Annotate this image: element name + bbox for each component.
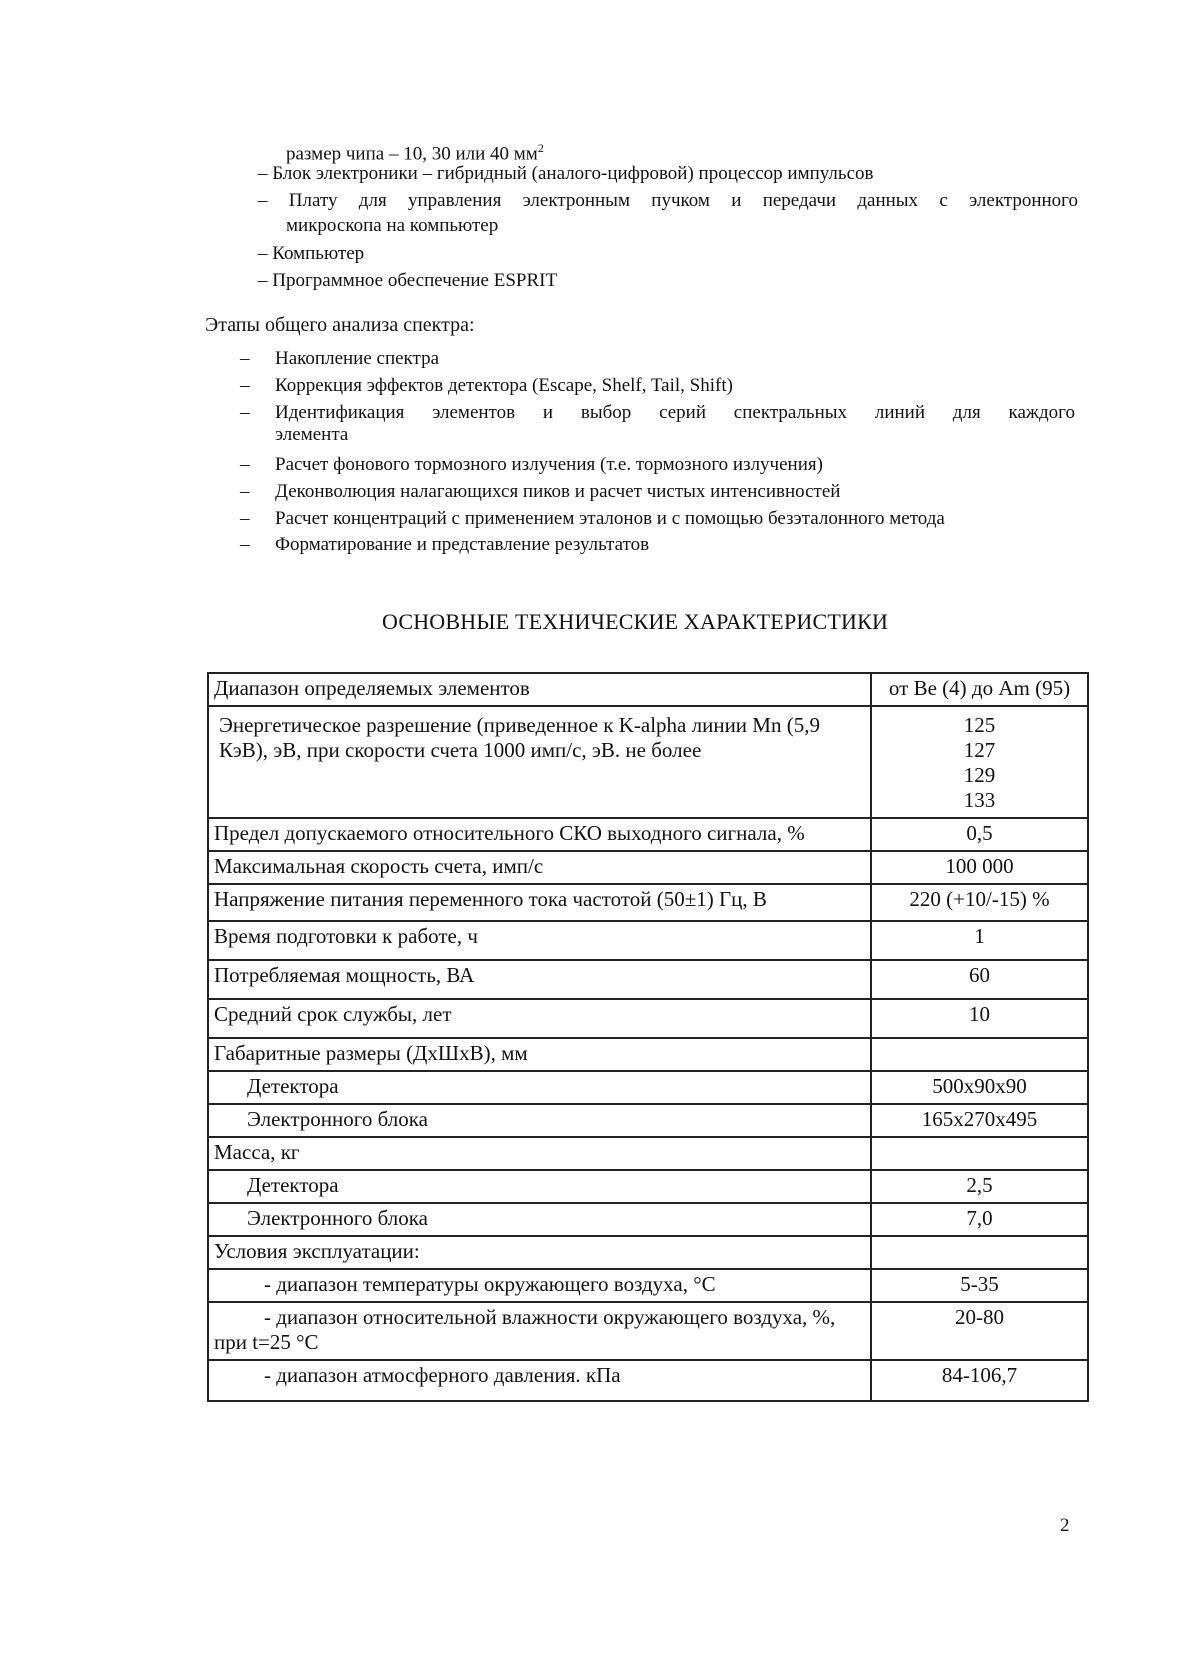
value-cell: 5-35 (871, 1269, 1088, 1302)
table-row (208, 1170, 1088, 1203)
chip-size-sup: 2 (537, 141, 544, 155)
param-cell: Электронного блока (208, 1104, 871, 1137)
param-cell: Время подготовки к работе, ч (208, 921, 871, 960)
value-cell (871, 1236, 1088, 1269)
param-cell: Детектора (208, 1071, 871, 1104)
value-cell: 500x90x90 (871, 1071, 1088, 1104)
table-row (208, 1236, 1088, 1269)
value-cell: 220 (+10/-15) % (871, 884, 1088, 921)
table-row (208, 1203, 1088, 1236)
list-item-continuation: микроскопа на компьютер (286, 215, 499, 236)
value-cell (871, 706, 1088, 818)
stages-heading: Этапы общего анализа спектра: (205, 314, 475, 336)
list-item: – Блок электроники – гибридный (аналого-цифровой) процессор импульсов (258, 163, 874, 184)
dash: – (240, 348, 250, 369)
param-cell: Габаритные размеры (ДхШхВ), мм (208, 1038, 871, 1071)
value-cell (871, 1137, 1088, 1170)
dash: – (240, 402, 250, 423)
param-cell: Масса, кг (208, 1137, 871, 1170)
table-row (208, 960, 1088, 999)
list-item: – Плату для управления электронным пучком и передачи данных с электронного (258, 190, 1078, 211)
param-cell: Электронного блока (208, 1203, 871, 1236)
dash: – (240, 481, 250, 502)
list-item: – Компьютер (258, 243, 365, 264)
param-cell: Потребляемая мощность, ВА (208, 960, 871, 999)
value-cell: 1 (871, 921, 1088, 960)
value-line: 127 (963, 738, 996, 762)
table-row (208, 1104, 1088, 1137)
page-number: 2 (1060, 1515, 1070, 1536)
table-row (208, 1302, 1088, 1360)
param-cell: - диапазон относительной влажности окружающего воздуха, %, при t=25 °С (208, 1302, 871, 1360)
list-item: – Программное обеспечение ESPRIT (258, 270, 558, 291)
value-cell: 100 000 (871, 851, 1088, 884)
table-row (208, 1137, 1088, 1170)
section-title: ОСНОВНЫЕ ТЕХНИЧЕСКИЕ ХАРАКТЕРИСТИКИ (381, 609, 889, 634)
param-cell: Максимальная скорость счета, имп/с (208, 851, 871, 884)
value-line: 125 (963, 713, 996, 737)
value-cell: 20-80 (871, 1302, 1088, 1360)
table-row (208, 818, 1088, 851)
table-row (208, 999, 1088, 1038)
dash: – (240, 454, 250, 475)
spec-table (207, 672, 1089, 1402)
value-cell: 84-106,7 (871, 1360, 1088, 1401)
param-cell: Диапазон определяемых элементов (208, 673, 871, 706)
value-cell: 7,0 (871, 1203, 1088, 1236)
param-cell: Напряжение питания переменного тока частотой (50±1) Гц, В (208, 884, 871, 921)
table-row (208, 851, 1088, 884)
chip-size-text: размер чипа – 10, 30 или 40 мм (286, 143, 538, 165)
param-cell: Энергетическое разрешение (приведенное к K-alpha линии Mn (5,9 КэВ), эВ, при скорости счета 1000 имп/с, эВ. не более (208, 706, 871, 818)
table-row (208, 1269, 1088, 1302)
value-line: 133 (963, 788, 996, 812)
value-cell: 2,5 (871, 1170, 1088, 1203)
value-cell: 0,5 (871, 818, 1088, 851)
table-row (208, 1071, 1088, 1104)
table-row (208, 1360, 1088, 1401)
dash: – (240, 375, 250, 396)
value-cell: 10 (871, 999, 1088, 1038)
param-cell: Предел допускаемого относительного СКО выходного сигнала, % (208, 818, 871, 851)
value-cell: 165x270x495 (871, 1104, 1088, 1137)
value-line: 129 (963, 763, 996, 787)
param-cell: - диапазон атмосферного давления. кПа (208, 1360, 871, 1401)
param-cell: - диапазон температуры окружающего воздуха, °С (208, 1269, 871, 1302)
value-cell (871, 1038, 1088, 1071)
value-cell: 60 (871, 960, 1088, 999)
table-row (208, 921, 1088, 960)
table-row (208, 1038, 1088, 1071)
value-cell: от Be (4) до Am (95) (871, 673, 1088, 706)
dash: – (240, 534, 250, 555)
table-row (208, 706, 1088, 818)
param-cell: Детектора (208, 1170, 871, 1203)
param-cell: Средний срок службы, лет (208, 999, 871, 1038)
table-row (208, 673, 1088, 706)
param-cell: Условия эксплуатации: (208, 1236, 871, 1269)
dash: – (240, 508, 250, 529)
table-row (208, 884, 1088, 921)
